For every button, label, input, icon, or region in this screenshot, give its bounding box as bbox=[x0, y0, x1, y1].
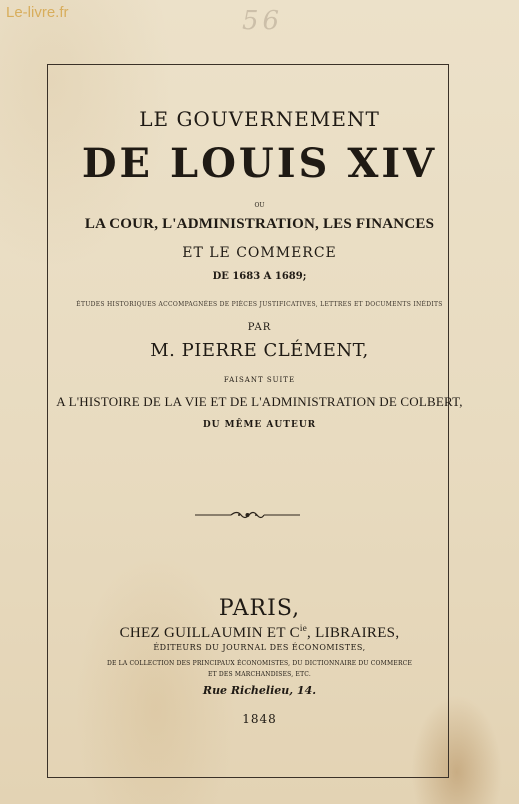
author-name: M. PIERRE CLÉMENT, bbox=[150, 340, 369, 361]
ornament-divider bbox=[195, 509, 300, 521]
title-prefix: LE GOUVERNEMENT bbox=[139, 107, 380, 131]
subtitle-line-2: ET LE COMMERCE bbox=[182, 245, 337, 261]
pencil-annotation: 56 bbox=[242, 6, 284, 36]
series-title: A L'HISTOIRE DE LA VIE ET DE L'ADMINISTRATION DE COLBERT, bbox=[56, 394, 463, 409]
watermark: Le-livre.fr bbox=[6, 4, 69, 21]
publisher-address: Rue Richelieu, 14. bbox=[202, 684, 317, 697]
publisher-role: ÉDITEURS DU JOURNAL DES ÉCONOMISTES, bbox=[153, 643, 366, 652]
subtitle-line-1: LA COUR, L'ADMINISTRATION, LES FINANCES bbox=[84, 216, 435, 232]
publisher-name: CHEZ GUILLAUMIN ET C bbox=[119, 625, 300, 641]
faisant-suite: FAISANT SUITE bbox=[223, 376, 296, 384]
publisher-sup: ie bbox=[299, 623, 308, 633]
same-author: DU MÊME AUTEUR bbox=[202, 420, 317, 430]
publication-year: 1848 bbox=[242, 712, 277, 726]
conjunction: ou bbox=[254, 200, 265, 209]
description: ÉTUDES HISTORIQUES ACCOMPAGNÉES DE PIÈCES JUSTIFICATIVES, LETTRES ET DOCUMENTS INÉDITS bbox=[76, 301, 443, 308]
publisher-suffix: , LIBRAIRES, bbox=[307, 625, 400, 641]
main-title: DE LOUIS XIV bbox=[81, 140, 438, 187]
by-label: PAR bbox=[247, 322, 272, 333]
publication-city: PARIS, bbox=[218, 596, 301, 621]
collection-line-1: DE LA COLLECTION DES PRINCIPAUX ÉCONOMISTES, DU DICTIONNAIRE DU COMMERCE bbox=[106, 660, 413, 667]
publisher bbox=[0, 623, 519, 642]
collection-line-2: ET DES MARCHANDISES, ETC. bbox=[208, 671, 311, 678]
date-range: DE 1683 A 1689; bbox=[212, 271, 307, 282]
